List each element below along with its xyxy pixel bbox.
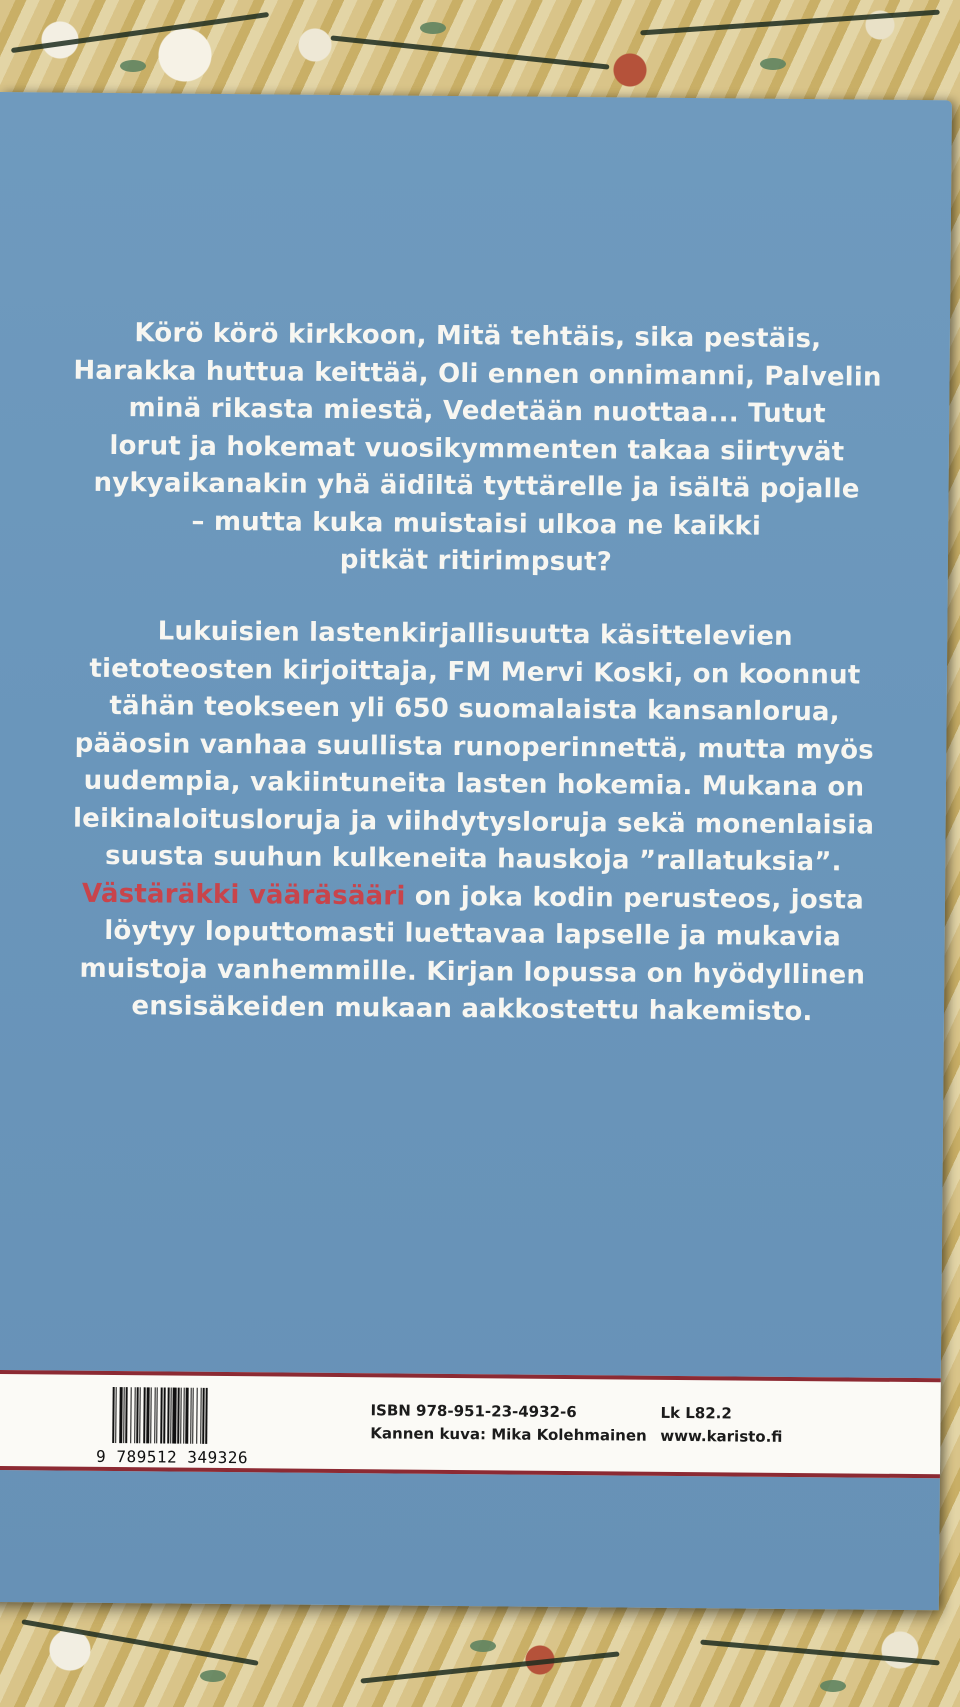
blurb-line: – mutta kuka muistaisi ulkoa ne kaikki xyxy=(191,506,762,542)
blurb-line: tähän teokseen yli 650 suomalaista kansanlorua, xyxy=(109,690,840,728)
rug-pattern-vine xyxy=(21,1619,258,1666)
blurb-paragraph-2 xyxy=(32,612,916,1032)
blurb-line: suusta suuhun kulkeneita hauskoja ”rallatuksia”. xyxy=(104,840,842,878)
rug-pattern-leaf xyxy=(200,1670,226,1682)
classification-text: Lk L82.2 xyxy=(660,1403,732,1423)
blurb-line: pääosin vanhaa suullista runoperinnettä, mutta myös xyxy=(74,728,875,766)
book-title: Västäräkki vääräsääri xyxy=(81,878,406,912)
rug-pattern-vine xyxy=(640,10,940,36)
blurb-line: uudempia, vakiintuneita lasten hokemia. Mukana on xyxy=(83,765,865,803)
blurb-line: Körö körö kirkkoon, Mitä tehtäis, sika pestäis, xyxy=(134,318,822,355)
website-text: www.karisto.fi xyxy=(660,1426,783,1446)
rug-pattern-vine xyxy=(360,1651,619,1683)
blurb-line: ensisäkeiden mukaan aakkostettu hakemisto. xyxy=(131,991,813,1028)
rug-pattern-leaf xyxy=(760,58,786,70)
barcode xyxy=(112,1387,294,1445)
blurb-line: pitkät ritirimpsut? xyxy=(339,544,613,578)
rug-pattern-vine xyxy=(11,12,269,53)
rug-pattern-leaf xyxy=(820,1680,846,1692)
blurb-line-rest: on joka kodin perusteos, josta xyxy=(405,881,865,916)
blurb-line: nykyaikanakin yhä äidiltä tyttärelle ja isältä pojalle xyxy=(93,467,860,505)
isbn-block xyxy=(370,1399,647,1447)
blurb-line: tietoteosten kirjoittaja, FM Mervi Koski, on koonnut xyxy=(89,653,861,691)
isbn-text: ISBN 978-951-23-4932-6 xyxy=(370,1401,577,1422)
blurb-line: Lukuisien lastenkirjallisuutta käsittelevien xyxy=(157,616,793,652)
blurb-line: minä rikasta miestä, Vedetään nuottaa... Tutut xyxy=(128,393,827,430)
rug-pattern-vine xyxy=(331,35,610,69)
barcode-bar xyxy=(205,1388,208,1444)
blurb-line: leikinaloitusloruja ja viihdytysloruja sekä monenlaisia xyxy=(72,803,875,841)
info-strip xyxy=(0,1370,941,1478)
cover-credit-text: Kannen kuva: Mika Kolehmainen xyxy=(370,1424,647,1445)
rug-pattern-vine xyxy=(700,1640,940,1666)
blurb-line: muistoja vanhemmille. Kirjan lopussa on hyödyllinen xyxy=(79,953,866,991)
rug-pattern-leaf xyxy=(470,1640,496,1652)
blurb-line: Harakka huttua keittää, Oli ennen onnimanni, Palvelin xyxy=(73,355,882,393)
barcode-digits: 9 789512 349326 xyxy=(96,1446,249,1468)
rug-pattern-leaf xyxy=(420,22,446,34)
blurb-line: löytyy loputtomasti luettavaa lapselle ja mukavia xyxy=(104,915,842,953)
blurb-line: lorut ja hokemat vuosikymmenten takaa siirtyvät xyxy=(109,430,845,467)
book-back-cover xyxy=(0,92,952,1610)
blurb-paragraph-1 xyxy=(36,314,918,584)
publisher-block xyxy=(660,1402,783,1449)
rug-pattern-leaf xyxy=(120,60,146,72)
